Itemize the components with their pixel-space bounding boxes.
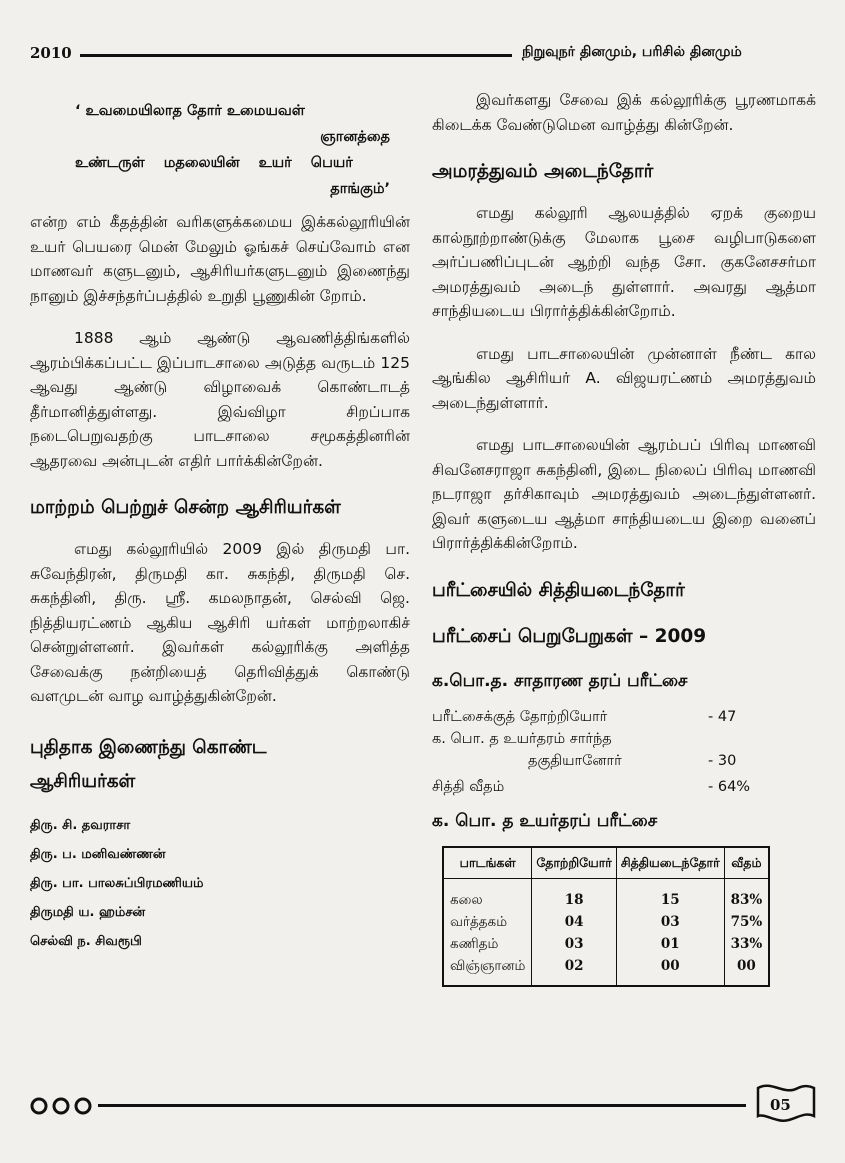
ornament-circles-icon: [30, 1097, 94, 1115]
table-cell: 03: [616, 911, 724, 933]
footer-rule: [98, 1104, 746, 1107]
stat-label: தகுதியானோர்: [528, 752, 622, 769]
table-cell: 03: [532, 933, 616, 955]
table-cell: வர்த்தகம்: [443, 911, 532, 933]
stat-label: பரீட்சைக்குத் தோற்றியோர்: [432, 708, 608, 725]
paragraph-service-wishes: இவர்களது சேவை இக் கல்லூரிக்கு பூரணமாகக் கிடைக்க வேண்டுமென வாழ்த்து கின்றேன்.: [432, 91, 816, 134]
table-cell: கணிதம்: [443, 933, 532, 955]
header-title: நிறுவுநர் தினமும், பரிசில் தினமும்: [522, 44, 742, 60]
heading-ol-exam: க.பொ.த. சாதாரண தரப் பரீட்சை: [432, 670, 688, 691]
table-cell: 04: [532, 911, 616, 933]
stat-value: - 30: [708, 752, 737, 769]
table-row: [443, 933, 769, 955]
quote-line: ‘ உவமையிலாத தோர் உமையவள்: [75, 103, 305, 119]
table-cell: 00: [616, 955, 724, 986]
page-number: 05: [770, 1096, 791, 1114]
column-header: பாடங்கள்: [443, 847, 532, 879]
heading-deceased: அமரத்துவம் அடைந்தோர்: [432, 161, 654, 182]
stat-label: சித்தி வீதம்: [432, 778, 505, 795]
quote-line: உண்டருள் மதலையின் உயர் பெயர்: [75, 155, 353, 171]
table-cell: கலை: [443, 879, 532, 912]
heading-al-exam: க. பொ. த உயர்தரப் பரீட்சை: [432, 810, 658, 831]
table-row: [443, 911, 769, 933]
stat-row: [432, 776, 816, 798]
table-cell: 18: [532, 879, 616, 912]
column-header: சித்தியடைந்தோர்: [616, 847, 724, 879]
stat-row: [432, 706, 816, 728]
teacher-item: திருமதி ய. ஹம்சன்: [30, 904, 146, 920]
table-cell: 83%: [724, 879, 769, 912]
anthem-quote: [30, 98, 410, 202]
heading-exam-passed: பரீட்சையில் சித்தியடைந்தோர்: [432, 579, 685, 601]
paragraph-deceased-teacher: எமது பாடசாலையின் முன்னாள் நீண்ட கால ஆங்கில ஆசிரியர் A. விஜயரட்ணம் அமரத்துவம் அடைந்துள்ளார்.: [432, 344, 816, 412]
heading-transferred-teachers: மாற்றம் பெற்றுச் சென்ற ஆசிரியர்கள்: [30, 497, 341, 518]
teacher-item: திரு. சி. தவராசா: [30, 817, 131, 833]
stat-value: - 47: [708, 708, 737, 725]
heading-exam-results: பரீட்சைப் பெறுபேறுகள் – 2009: [432, 625, 707, 647]
column-header: தோற்றியோர்: [532, 847, 616, 879]
paragraph-deceased-priest: எமது கல்லூரி ஆலயத்தில் ஏறக் குறைய கால்நூற்றாண்டுக்கு மேலாக பூசை வழிபாடுகளை அர்ப்பணிப்புடன் ஆற்றி வந்த சோ. குகனேசசர்மா அமரத்துவம் அடைந் துள்ளார். அவரது ஆத்மா சாந்தியடைய பிரார்த்திக்கின்றோம்.: [432, 204, 816, 320]
table-row: [443, 955, 769, 986]
table-header-row: [443, 847, 769, 879]
header-rule: [80, 54, 512, 57]
ol-exam-stats: [432, 706, 816, 798]
table-cell: 15: [616, 879, 724, 912]
table-row: [443, 879, 769, 912]
header-year: 2010: [30, 44, 72, 62]
table-cell: 02: [532, 955, 616, 986]
paragraph-anthem: என்ற எம் கீதத்தின் வரிகளுக்கமைய இக்கல்லூரியின் உயர் பெயரை மென் மேலும் ஓங்கச் செய்வோம் என மாணவர் களுடனும், ஆசிரியர்களுடனும் இணைந்து நானும் இச்சந்தர்ப்பத்தில் உறுதி பூணுகின் றோம்.: [30, 213, 410, 305]
left-column: [30, 98, 410, 956]
teacher-item: திரு. ப. மனிவண்ணன்: [30, 846, 166, 862]
column-header: வீதம்: [724, 847, 769, 879]
teacher-item: திரு. பா. பாலசுப்பிரமணியம்: [30, 875, 204, 891]
stat-value: - 64%: [708, 778, 751, 795]
stat-row: [432, 750, 816, 772]
heading-new-teachers: புதிதாக இணைந்து கொண்ட ஆசிரியர்கள்: [30, 736, 267, 792]
table-cell: 01: [616, 933, 724, 955]
new-teachers-list: [30, 811, 410, 956]
paragraph-anniversary: 1888 ஆம் ஆண்டு ஆவணித்திங்களில் ஆரம்பிக்கப்பட்ட இப்பாடசாலை அடுத்த வருடம் 125 ஆவது ஆண்டு விழாவைக் கொண்டாடத் தீர்மானித்துள்ளது. இவ்விழா சிறப்பாக நடைபெறுவதற்கு பாடசாலை சமூகத்தினரின் ஆதரவை அன்புடன் எதிர் பார்க்கின்றேன்.: [30, 329, 410, 470]
table-cell: விஞ்ஞானம்: [443, 955, 532, 986]
stat-label: க. பொ. த உயர்தரம் சார்ந்த: [432, 730, 612, 747]
quote-line: ஞானத்தை: [320, 129, 390, 145]
paragraph-transferred-teachers: எமது கல்லூரியில் 2009 இல் திருமதி பா. சுவேந்திரன், திருமதி கா. சுகந்தி, திருமதி செ. சுகந்தினி, திரு. ஸ்ரீ. கமலநாதன், செல்வி ஜெ. நித்தியரட்ணம் ஆகிய ஆசிரி யர்கள் மாற்றலாகிச் சென்றுள்ளனர். இவர்கள் கல்லூரிக்கு அளித்த சேவைக்கு நன்றியைத் தெரிவித்துக் கொண்டு வளமுடன் வாழ வாழ்த்துகின்றேன்.: [30, 540, 410, 705]
al-results-table: [442, 846, 770, 988]
quote-line: தாங்கும்’: [330, 181, 390, 197]
paragraph-deceased-students: எமது பாடசாலையின் ஆரம்பப் பிரிவு மாணவி சிவனேசராஜா சுகந்தினி, இடை நிலைப் பிரிவு மாணவி நடராஜா தர்சிகாவும் அமரத்துவம் அடைந்துள்ளனர். இவர் களுடைய ஆத்மா சாந்தியடைய இறை வனைப் பிரார்த்திக்கின்றோம்.: [432, 436, 816, 552]
table-cell: 75%: [724, 911, 769, 933]
teacher-item: செல்வி ந. சிவரூபி: [30, 933, 142, 949]
table-cell: 00: [724, 955, 769, 986]
stat-row: [432, 728, 816, 750]
table-cell: 33%: [724, 933, 769, 955]
right-column: [432, 88, 816, 987]
